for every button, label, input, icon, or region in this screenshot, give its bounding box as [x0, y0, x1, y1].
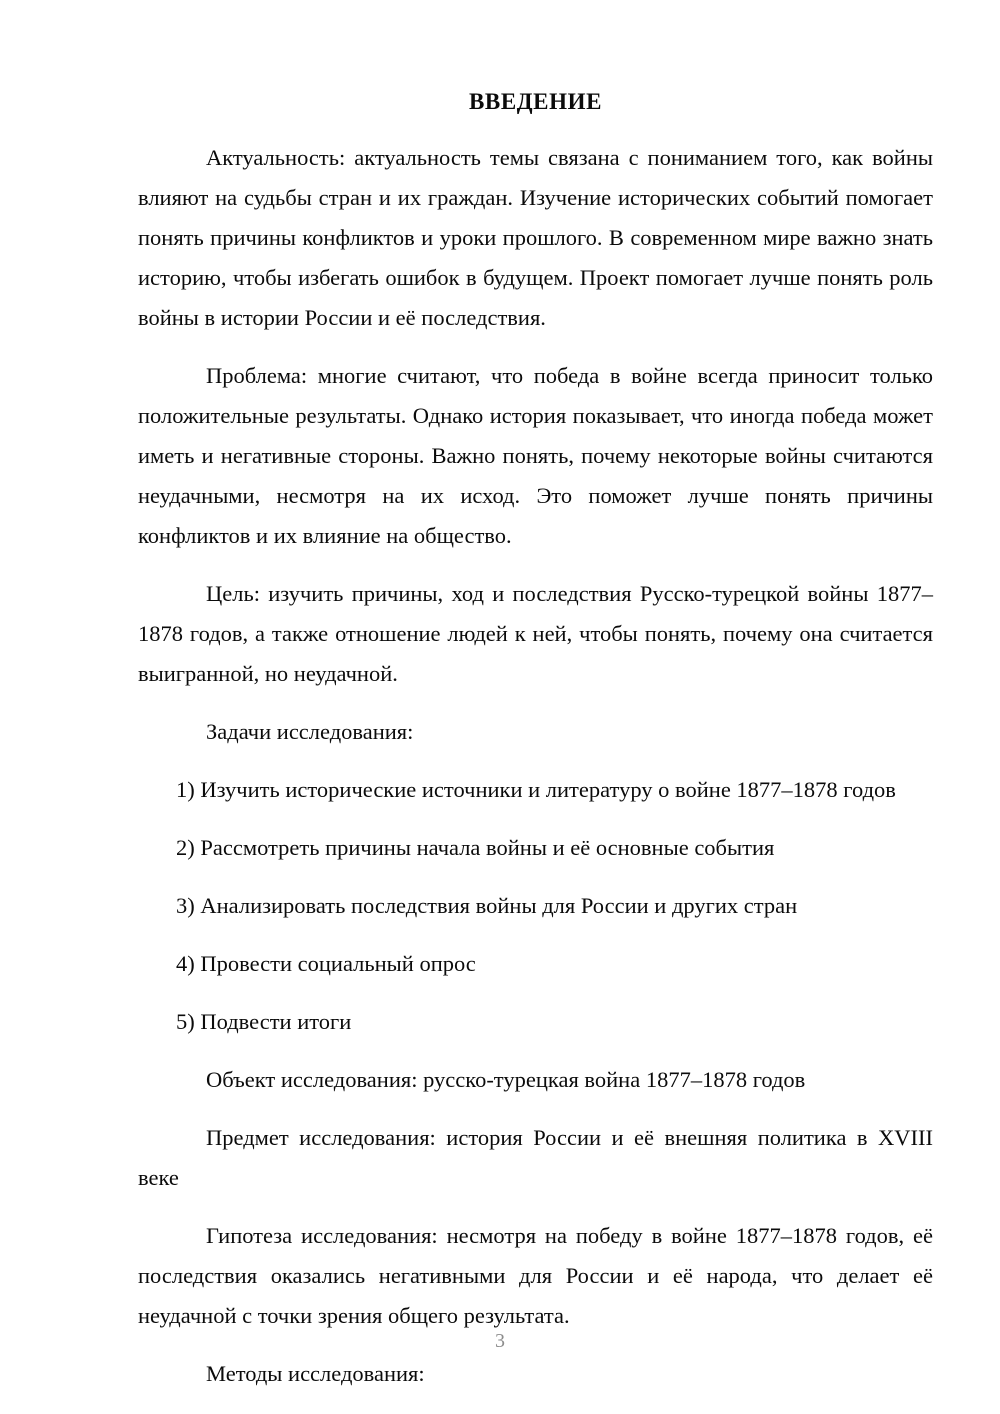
paragraph-hypothesis: Гипотеза исследования: несмотря на победу в войне 1877–1878 годов, её последствия оказались негативными для России и её народа, что делает её неудачной с точки зрения общего результата. [138, 1222, 933, 1328]
list-item: 1) Изучить исторические источники и литературу о войне 1877–1878 годов [176, 776, 896, 802]
page-content [138, 88, 933, 1412]
paragraph-goal: Цель: изучить причины, ход и последствия Русско-турецкой войны 1877–1878 годов, а также отношение людей к ней, чтобы понять, почему она считается выигранной, но неудачной. [138, 580, 933, 686]
paragraph-subject: Предмет исследования: история России и её внешняя политика в XVIII веке [138, 1124, 933, 1190]
page-number: 3 [495, 1330, 505, 1352]
list-item: 4) Провести социальный опрос [176, 950, 476, 976]
heading-methods: Методы исследования: [206, 1360, 425, 1386]
paragraph-object: Объект исследования: русско-турецкая война 1877–1878 годов [206, 1066, 806, 1092]
heading-tasks: Задачи исследования: [206, 718, 414, 744]
list-item: 5) Подвести итоги [176, 1008, 352, 1034]
paragraph-relevance: Актуальность: актуальность темы связана с пониманием того, как войны влияют на судьбы стран и их граждан. Изучение исторических событий помогает понять причины конфликтов и уроки прошлого. В современном мире важно знать историю, чтобы избегать ошибок в будущем. Проект помогает лучше понять роль войны в истории России и её последствия. [138, 144, 933, 330]
page-title: ВВЕДЕНИЕ [468, 89, 603, 114]
list-item: 2) Рассмотреть причины начала войны и её основные события [176, 834, 775, 860]
list-item: 3) Анализировать последствия войны для России и других стран [176, 892, 798, 918]
paragraph-problem: Проблема: многие считают, что победа в войне всегда приносит только положительные результаты. Однако история показывает, что иногда победа может иметь и негативные стороны. Важно понять, почему некоторые войны считаются неудачными, несмотря на их исход. Это поможет лучше понять причины конфликтов и их влияние на общество. [138, 362, 933, 548]
